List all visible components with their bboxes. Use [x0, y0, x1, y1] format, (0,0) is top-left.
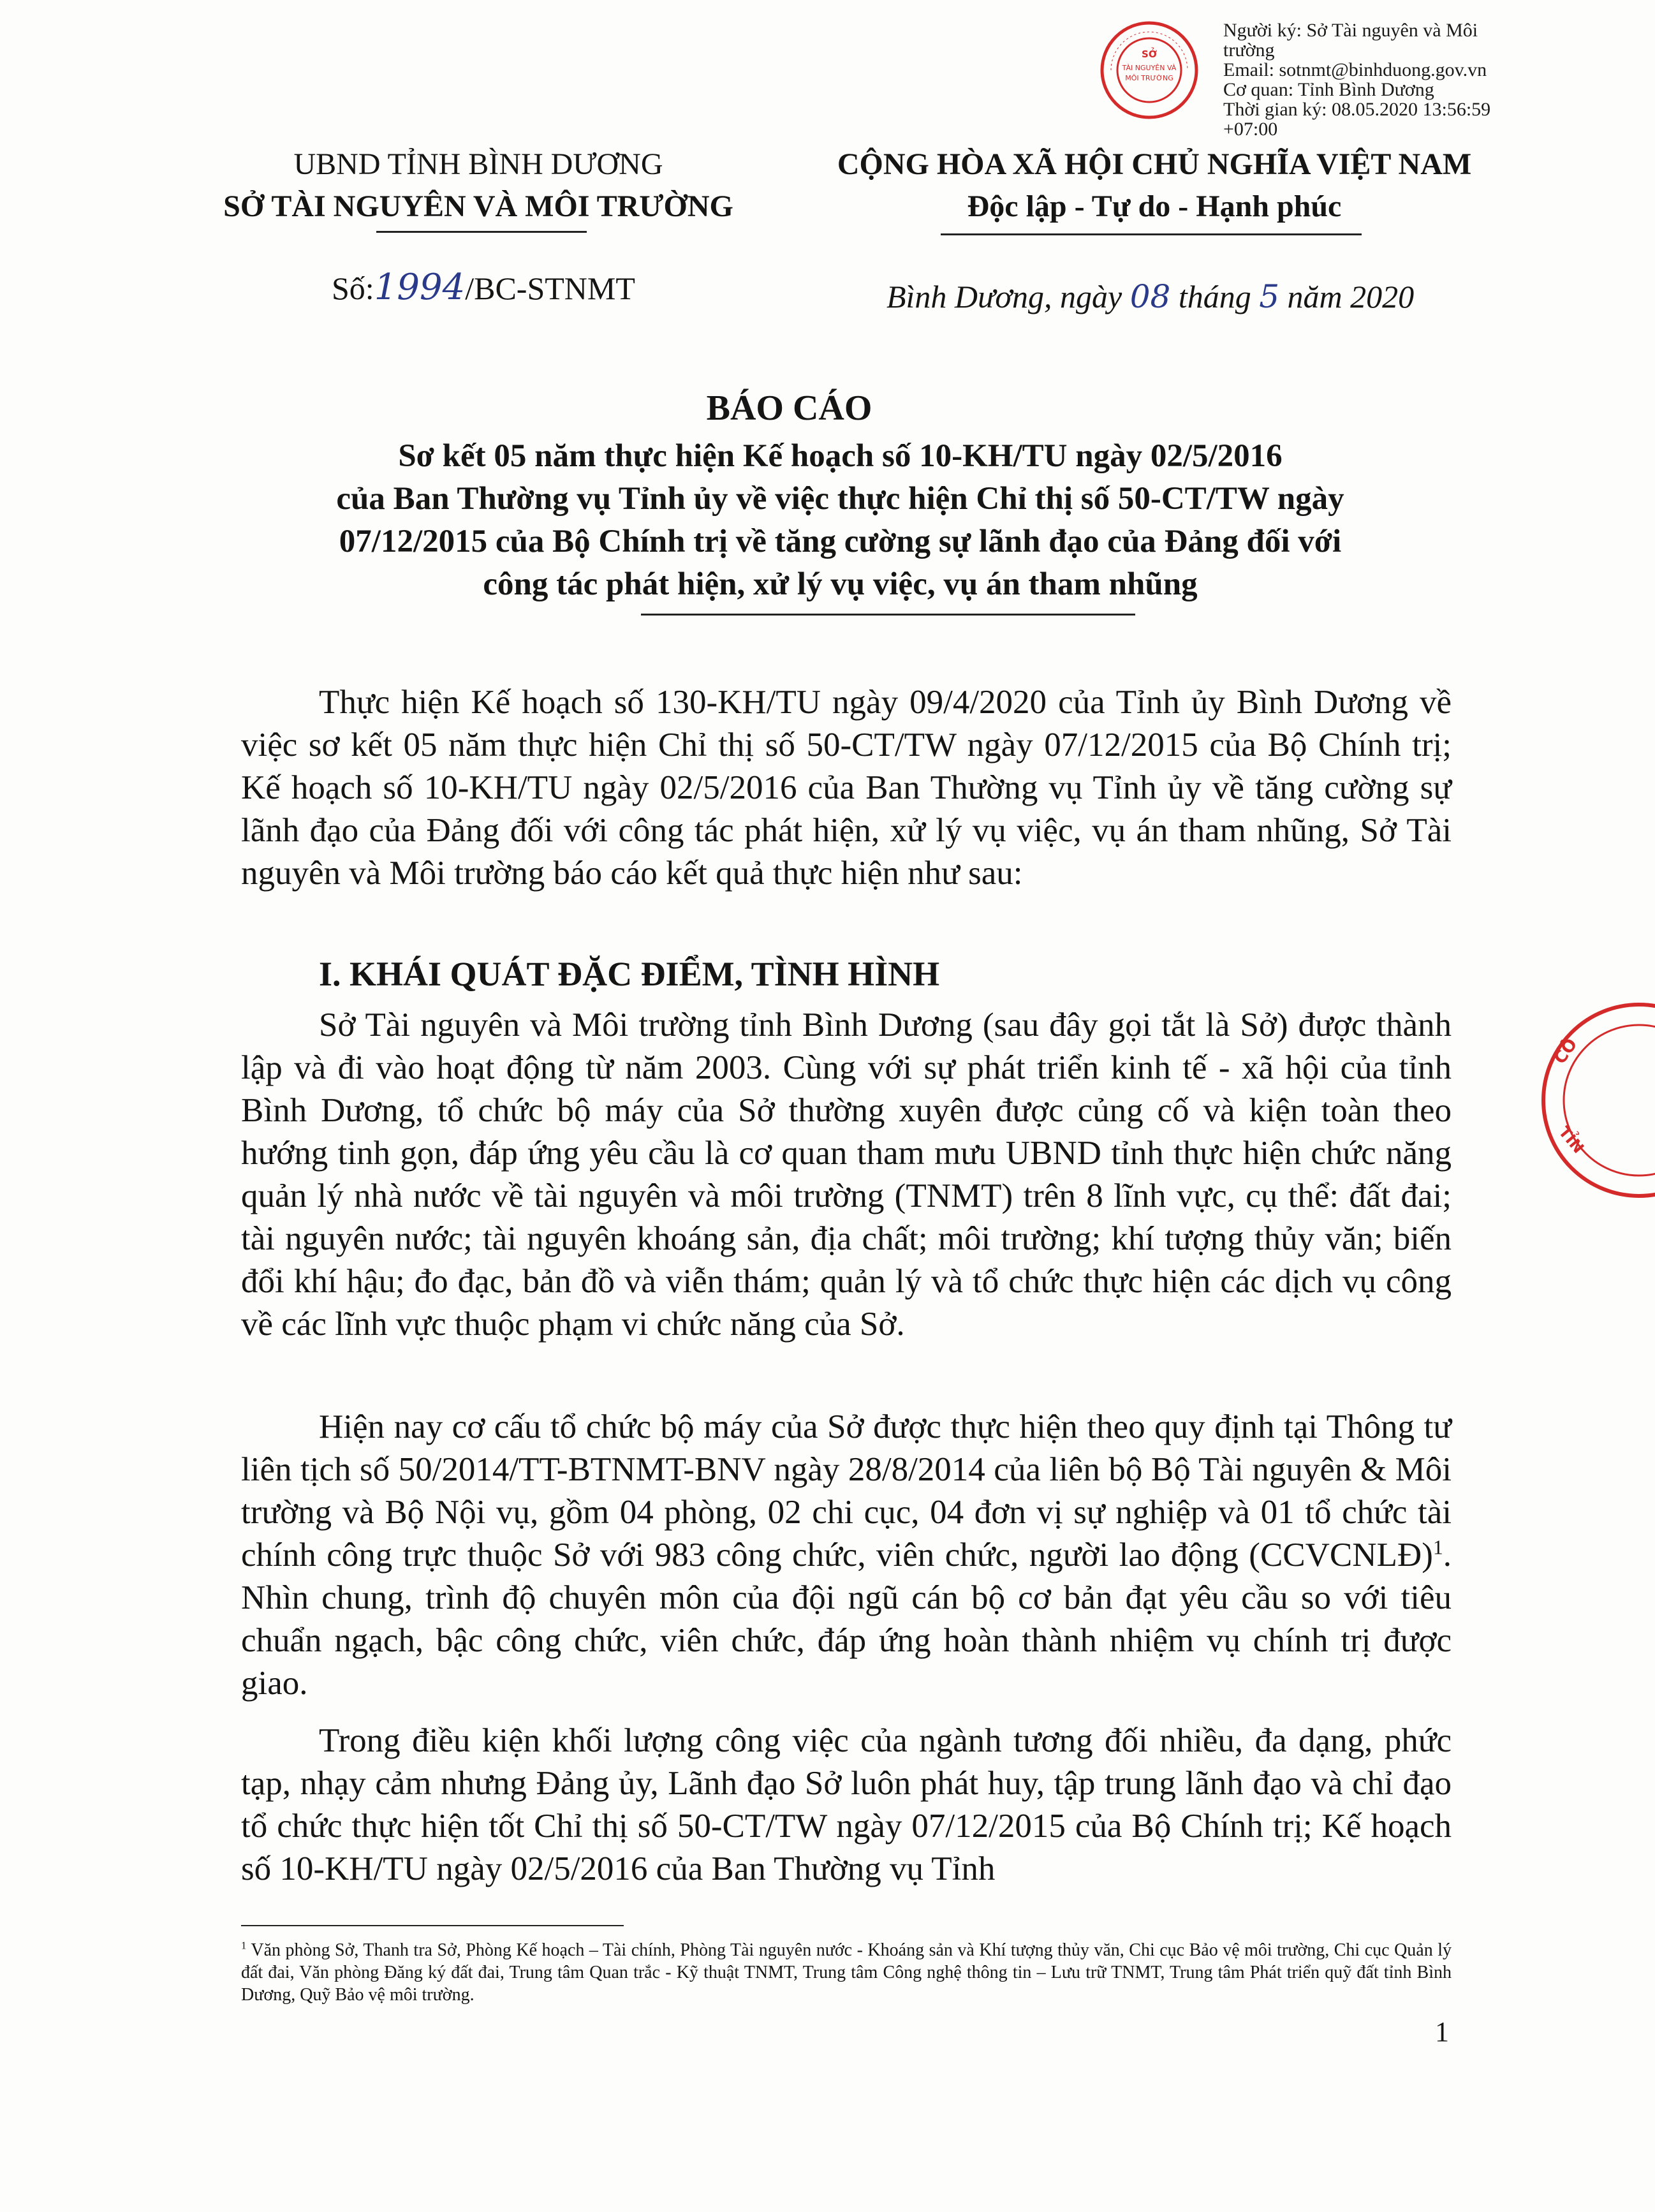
doc-no-prefix: Số:	[332, 270, 374, 306]
section-1-paragraph-2	[241, 1406, 1452, 1705]
agency-seal-stamp	[1098, 19, 1200, 121]
footnote	[241, 1939, 1452, 2006]
signature-email: Email: sotnmt@binhduong.gov.vn	[1223, 59, 1487, 80]
nation-motto: Độc lập - Tự do - Hạnh phúc	[967, 189, 1342, 223]
report-title: BÁO CÁO	[706, 388, 872, 428]
signature-timezone: +07:00	[1223, 119, 1278, 140]
paragraph-text	[241, 1406, 1452, 1705]
date-year: năm 2020	[1279, 279, 1415, 314]
section-heading-1: I. KHÁI QUÁT ĐẶC ĐIỂM, TÌNH HÌNH	[319, 955, 940, 993]
edge-seal-stamp	[1527, 995, 1655, 1206]
org-parent-name: UBND TỈNH BÌNH DƯƠNG	[293, 147, 663, 181]
section-1-paragraph-3	[241, 1720, 1452, 1891]
footnote-text: Văn phòng Sở, Thanh tra Sở, Phòng Kế hoạch – Tài chính, Phòng Tài nguyên nước - Khoáng sản và Khí tượng thủy văn, Chi cục Bảo vệ môi trường, Chi cục Quản lý đất đai, Văn phòng Đăng ký đất đai, Trung tâm Quan trắc - Kỹ thuật TNMT, Trung tâm Công nghệ thông tin – Lưu trữ TNMT, Trung tâm Phát triển quỹ đất tỉnh Bình Dương, Quỹ Bảo vệ môi trường.	[241, 1940, 1452, 2005]
subtitle-line: Sơ kết 05 năm thực hiện Kế hoạch số 10-KH/TU ngày 02/5/2016	[398, 438, 1283, 474]
paragraph-text-a: Hiện nay cơ cấu tổ chức bộ máy của Sở được thực hiện theo quy định tại Thông tư liên tịch số 50/2014/TT-BTNMT-BNV ngày 28/8/2014 của liên bộ Bộ Tài nguyên & Môi trường và Bộ Nội vụ, gồm 04 phòng, 02 chi cục, 04 đơn vị sự nghiệp và 01 tổ chức tài chính công trực thuộc Sở với 983 công chức, viên chức, người lao động (CCVCNLĐ)	[241, 1408, 1452, 1574]
digital-signature-block	[1223, 20, 1568, 139]
paragraph-text: Trong điều kiện khối lượng công việc của ngành tương đối nhiều, đa dạng, phức tạp, nhạy cảm nhưng Đảng ủy, Lãnh đạo Sở luôn phát huy, tập trung lãnh đạo và chỉ đạo tổ chức thực hiện tốt Chỉ thị số 50-CT/TW ngày 07/12/2015 của Bộ Chính trị; Kế hoạch số 10-KH/TU ngày 02/5/2016 của Ban Thường vụ Tỉnh	[241, 1722, 1452, 1887]
intro-text: Thực hiện Kế hoạch số 130-KH/TU ngày 09/4/2020 của Tỉnh ủy Bình Dương về việc sơ kết 05 năm thực hiện Chỉ thị số 50-CT/TW ngày 07/12/2015 của Bộ Chính trị; Kế hoạch số 10-KH/TU ngày 02/5/2016 của Ban Thường vụ Tỉnh ủy về tăng cường sự lãnh đạo của Đảng đối với công tác phát hiện, xử lý vụ việc, vụ án tham nhũng, Sở Tài nguyên và Môi trường báo cáo kết quả thực hiện như sau:	[241, 684, 1452, 892]
document-date	[886, 278, 1414, 315]
svg-text:MÔI TRƯỜNG: MÔI TRƯỜNG	[1125, 74, 1173, 82]
svg-text:TỈN: TỈN	[1555, 1123, 1588, 1157]
signature-signer-cont: trường	[1223, 40, 1275, 61]
doc-no-handwritten: 1994	[374, 267, 466, 308]
org-underline	[376, 231, 587, 233]
svg-text:SỞ: SỞ	[1142, 48, 1157, 60]
section-1-paragraph-1	[241, 1004, 1452, 1346]
svg-text:CÔ: CÔ	[1550, 1035, 1582, 1068]
page-number: 1	[1435, 2016, 1449, 2047]
footnote-separator	[241, 1925, 624, 1926]
org-name: SỞ TÀI NGUYÊN VÀ MÔI TRƯỜNG	[223, 189, 733, 223]
doc-no-suffix: /BC-STNMT	[465, 270, 635, 306]
svg-text:TÀI NGUYÊN VÀ: TÀI NGUYÊN VÀ	[1122, 64, 1177, 72]
subtitle-line: công tác phát hiện, xử lý vụ việc, vụ án tham nhũng	[483, 566, 1198, 602]
footnote-mark: 1	[241, 1939, 247, 1952]
paragraph-text-b: . Nhìn chung, trình độ chuyên môn của đội ngũ cán bộ cơ bản đạt yêu cầu so với tiêu chuẩn ngạch, bậc công chức, viên chức, đáp ứng hoàn thành nhiệm vụ chính trị được giao.	[241, 1537, 1452, 1702]
subtitle-line: 07/12/2015 của Bộ Chính trị về tăng cường sự lãnh đạo của Đảng đối với	[339, 524, 1342, 559]
document-number	[332, 267, 635, 308]
nation-name: CỘNG HÒA XÃ HỘI CHỦ NGHĨA VIỆT NAM	[837, 147, 1472, 181]
signature-time: Thời gian ký: 08.05.2020 13:56:59	[1223, 99, 1491, 120]
title-underline	[641, 614, 1135, 616]
signature-signer: Người ký: Sở Tài nguyên và Môi	[1223, 20, 1478, 41]
date-place: Bình Dương, ngày	[886, 279, 1130, 314]
date-month-word: tháng	[1178, 279, 1260, 314]
report-subtitle	[210, 435, 1470, 606]
date-month-handwritten: 5	[1259, 278, 1280, 315]
date-day-handwritten: 08	[1129, 278, 1171, 315]
footnote-reference: 1	[1432, 1536, 1443, 1559]
intro-paragraph	[241, 681, 1452, 895]
signature-agency: Cơ quan: Tỉnh Bình Dương	[1223, 79, 1434, 100]
paragraph-text: Sở Tài nguyên và Môi trường tỉnh Bình Dương (sau đây gọi tắt là Sở) được thành lập và đi vào hoạt động từ năm 2003. Cùng với sự phát triển kinh tế - xã hội của tỉnh Bình Dương, tổ chức bộ máy của Sở thường xuyên được củng cố và kiện toàn theo hướng tinh gọn, đáp ứng yêu cầu là cơ quan tham mưu UBND tỉnh thực hiện chức năng quản lý nhà nước về tài nguyên và môi trường (TNMT) trên 8 lĩnh vực, cụ thể: đất đai; tài nguyên nước; tài nguyên khoáng sản, địa chất; môi trường; khí tượng thủy văn; biến đổi khí hậu; đo đạc, bản đồ và viễn thám; quản lý và tổ chức thực hiện các dịch vụ công về các lĩnh vực thuộc phạm vi chức năng của Sở.	[241, 1006, 1452, 1343]
motto-underline	[941, 233, 1362, 235]
subtitle-line: của Ban Thường vụ Tỉnh ủy về việc thực hiện Chỉ thị số 50-CT/TW ngày	[336, 481, 1344, 517]
